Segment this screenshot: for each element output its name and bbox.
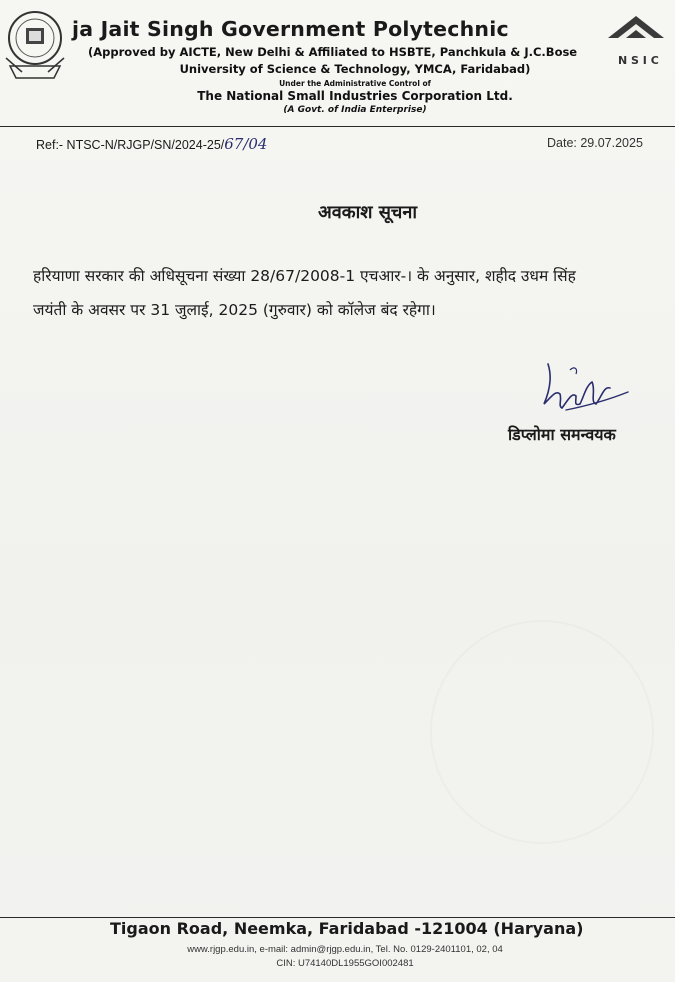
notice-body-line-1: हरियाणा सरकार की अधिसूचना संख्या 28/67/2008-1 एचआर-। के अनुसार, शहीद उधम सिंह: [33, 267, 576, 285]
govt-enterprise-line: (A Govt. of India Enterprise): [283, 105, 427, 115]
header-divider: [0, 126, 675, 127]
footer-cin: CIN: U74140DL1955GOI002481: [276, 958, 414, 969]
administrative-control-line: Under the Administrative Control of: [279, 79, 431, 88]
approval-line: (Approved by AICTE, New Delhi & Affiliated to HSBTE, Panchkula & J.C.Bose: [88, 45, 578, 59]
signatory-designation: डिप्लोमा समन्वयक: [508, 425, 616, 444]
reference-prefix: Ref:- NTSC-N/RJGP/SN/2024-25/: [36, 138, 225, 152]
notice-body-line-2: जयंती के अवसर पर 31 जुलाई, 2025 (गुरुवार) को कॉलेज बंद रहेगा।: [33, 301, 436, 319]
corporation-name: The National Small Industries Corporation Ltd.: [197, 89, 513, 103]
institute-emblem-icon: [4, 8, 66, 84]
faint-watermark: [430, 620, 654, 844]
svg-text:N S I C: N S I C: [618, 54, 659, 67]
footer-address: Tigaon Road, Neemka, Faridabad -121004 (Haryana): [110, 919, 584, 938]
footer-divider: [0, 917, 675, 918]
notice-date: Date: 29.07.2025: [547, 136, 643, 150]
nsic-logo-icon: [604, 8, 668, 70]
handwritten-reference-number: 67/04: [224, 135, 268, 153]
institute-name: ja Jait Singh Government Polytechnic: [72, 17, 509, 41]
reference-number: [36, 135, 267, 153]
university-line: University of Science & Technology, YMCA, Faridabad): [179, 62, 531, 76]
footer-contact: www.rjgp.edu.in, e-mail: admin@rjgp.edu.in, Tel. No. 0129-2401101, 02, 04: [187, 944, 503, 955]
notice-title: अवकाश सूचना: [318, 202, 418, 223]
handwritten-signature: [526, 356, 636, 418]
